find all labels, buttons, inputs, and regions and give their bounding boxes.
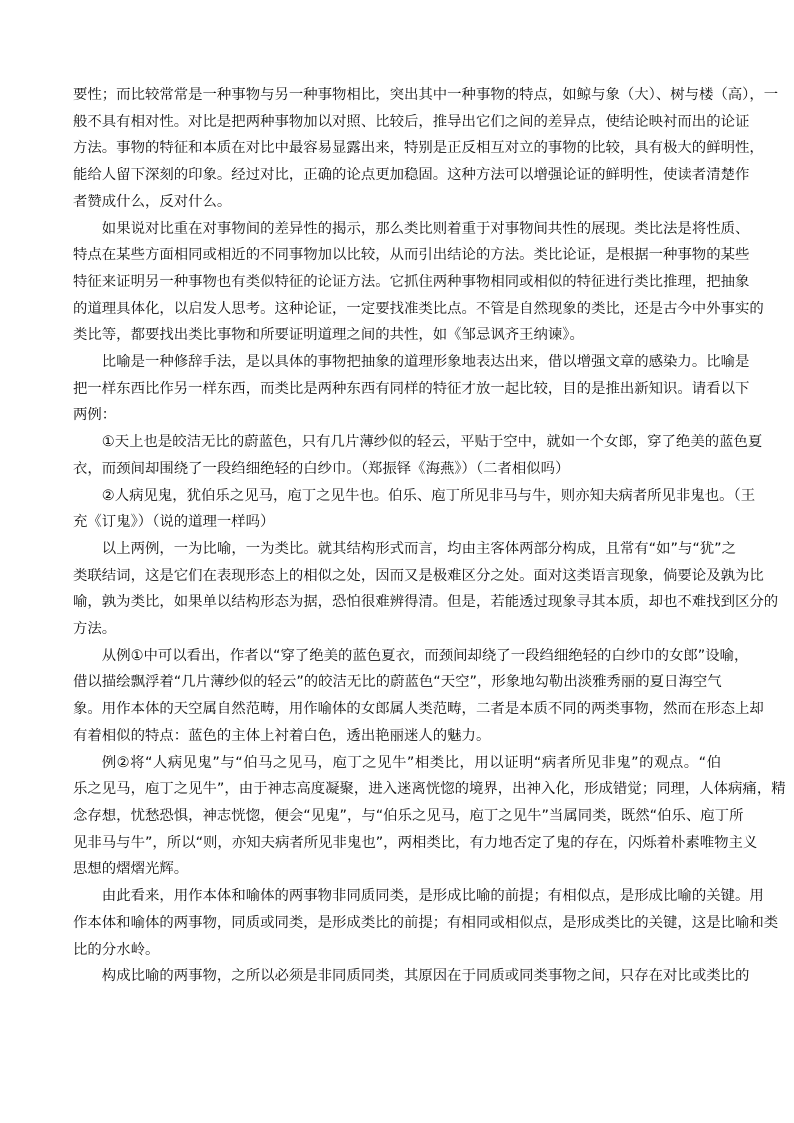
text-line: 把一样东西比作另一样东西，而类比是两种东西有同样的特征才放一起比较，目的是推出新知识。请看以下 xyxy=(73,380,750,397)
text-line: 两例： xyxy=(73,407,117,424)
paragraph-analogy xyxy=(73,216,764,350)
text-line: ①天上也是皎洁无比的蔚蓝色，只有几片薄纱似的轻云，平贴于空中，就如一个女郎，穿了绝美的蓝色夏 xyxy=(101,434,763,451)
text-line: 特征来证明另一种事物也有类似特征的论证方法。它抓住两种事物相同或相似的特征进行类比推理，把抽象 xyxy=(73,273,750,290)
paragraph-metaphor xyxy=(73,349,750,429)
text-line: 思想的熠熠光辉。 xyxy=(73,861,189,878)
paragraph-example-1 xyxy=(73,429,763,482)
document-body xyxy=(73,82,786,990)
text-line: 能给人留下深刻的印象。经过对比，正确的论点更加稳固。这种方法可以增强论证的鲜明性，使读者清楚作 xyxy=(73,167,750,184)
text-line: 乐之见马，庖丁之见牛”，由于神志高度凝聚，进入迷离恍惚的境界，出神入化，形成错觉；同理，人体病痛，精 xyxy=(73,781,786,798)
text-line: 方法。事物的特征和本质在对比中最容易显露出来，特别是正反相互对立的事物的比较，具有极大的鲜明性， xyxy=(73,140,764,157)
text-line: 以上两例，一为比喻，一为类比。就其结构形式而言，均由主客体两部分构成，且常有“如”与“犹”之 xyxy=(101,540,737,557)
text-line: 充《订鬼》）（说的道理一样吗） xyxy=(73,514,275,531)
text-line: 类比等，都要找出类比事物和所要证明道理之间的共性，如《邹忌讽齐王纳谏》。 xyxy=(73,327,584,344)
paragraph-example-2 xyxy=(73,483,756,536)
text-line: 衣，而颈间却围绕了一段绉细绝轻的白纱巾。（郑振铎《海燕》）（二者相似吗） xyxy=(73,460,570,477)
paragraph-comparison xyxy=(73,536,779,643)
text-line: 象。用作本体的天空属自然范畴，用作喻体的女郎属人类范畴，二者是本质不同的两类事物，然而在形态上却 xyxy=(73,701,764,718)
paragraph-analysis-2 xyxy=(73,750,786,884)
text-line: 从例①中可以看出，作者以“穿了绝美的蓝色夏衣，而颈间却绕了一段绉细绝轻的白纱巾的女郎”设喻， xyxy=(101,647,749,664)
text-line: 类联结词，这是它们在表现形态上的相似之处，因而又是极难区分之处。面对这类语言现象，倘要论及孰为比 xyxy=(73,567,764,584)
text-line: ②人病见鬼，犹伯乐之见马，庖丁之见牛也。伯乐、庖丁所见非马与牛，则亦知夫病者所见非鬼也。（王 xyxy=(101,487,756,504)
text-line: 借以描绘飘浮着“几片薄纱似的轻云”的皎洁无比的蔚蓝色“天空”，形象地勾勒出淡雅秀丽的夏日海空气 xyxy=(73,674,722,691)
paragraph-conclusion xyxy=(73,883,779,963)
text-line: 由此看来，用作本体和喻体的两事物非同质同类，是形成比喻的前提；有相似点，是形成比喻的关键。用 xyxy=(101,888,764,905)
text-line: 比喻是一种修辞手法，是以具体的事物把抽象的道理形象地表达出来，借以增强文章的感染力。比喻是 xyxy=(101,354,750,371)
text-line: 如果说对比重在对事物间的差异性的揭示，那么类比则着重于对事物间共性的展现。类比法是将性质、 xyxy=(101,220,750,237)
text-line: 要性；而比较常常是一种事物与另一种事物相比，突出其中一种事物的特点，如鲸与象（大）、树与楼（高），一 xyxy=(73,87,779,103)
text-line: 见非马与牛”，所以“则，亦知夫病者所见非鬼也”，两相类比，有力地否定了鬼的存在，闪烁着朴素唯物主义 xyxy=(73,834,758,851)
paragraph-analysis-1 xyxy=(73,643,764,750)
text-line: 方法。 xyxy=(73,621,117,638)
text-line: 般不具有相对性。对比是把两种事物加以对照、比较后，推导出它们之间的差异点，使结论映衬而出的论证 xyxy=(73,113,750,130)
text-line: 比的分水岭。 xyxy=(73,941,160,958)
text-line: 念存想，忧愁恐惧，神志恍惚，便会“见鬼”，与“伯乐之见马，庖丁之见牛”当属同类，既然“伯乐、庖丁所 xyxy=(73,807,744,824)
text-line: 喻，孰为类比，如果单以结构形态为据，恐怕很难辨得清。但是，若能透过现象寻其本质，却也不难找到区分的 xyxy=(73,594,779,611)
paragraph-contrast-end xyxy=(73,82,779,216)
text-line: 构成比喻的两事物，之所以必须是非同质同类，其原因在于同质或同类事物之间，只存在对比或类比的 xyxy=(101,968,750,985)
text-line: 作本体和喻体的两事物，同质或同类，是形成类比的前提；有相同或相似点，是形成类比的关键，这是比喻和类 xyxy=(73,914,779,931)
text-line: 的道理具体化，以启发人思考。这种论证，一定要找准类比点。不管是自然现象的类比，还是古今中外事实的 xyxy=(73,300,764,317)
text-line: 例②将“人病见鬼”与“伯马之见马，庖丁之见牛”相类比，用以证明“病者所见非鬼”的观点。“伯 xyxy=(101,754,721,771)
text-line: 特点在某些方面相同或相近的不同事物加以比较，从而引出结论的方法。类比论证，是根据一种事物的某些 xyxy=(73,247,750,264)
text-line: 者赞成什么，反对什么。 xyxy=(73,193,232,210)
paragraph-final xyxy=(73,963,750,990)
text-line: 有着相似的特点：蓝色的主体上衬着白色，透出艳丽迷人的魅力。 xyxy=(73,727,491,744)
